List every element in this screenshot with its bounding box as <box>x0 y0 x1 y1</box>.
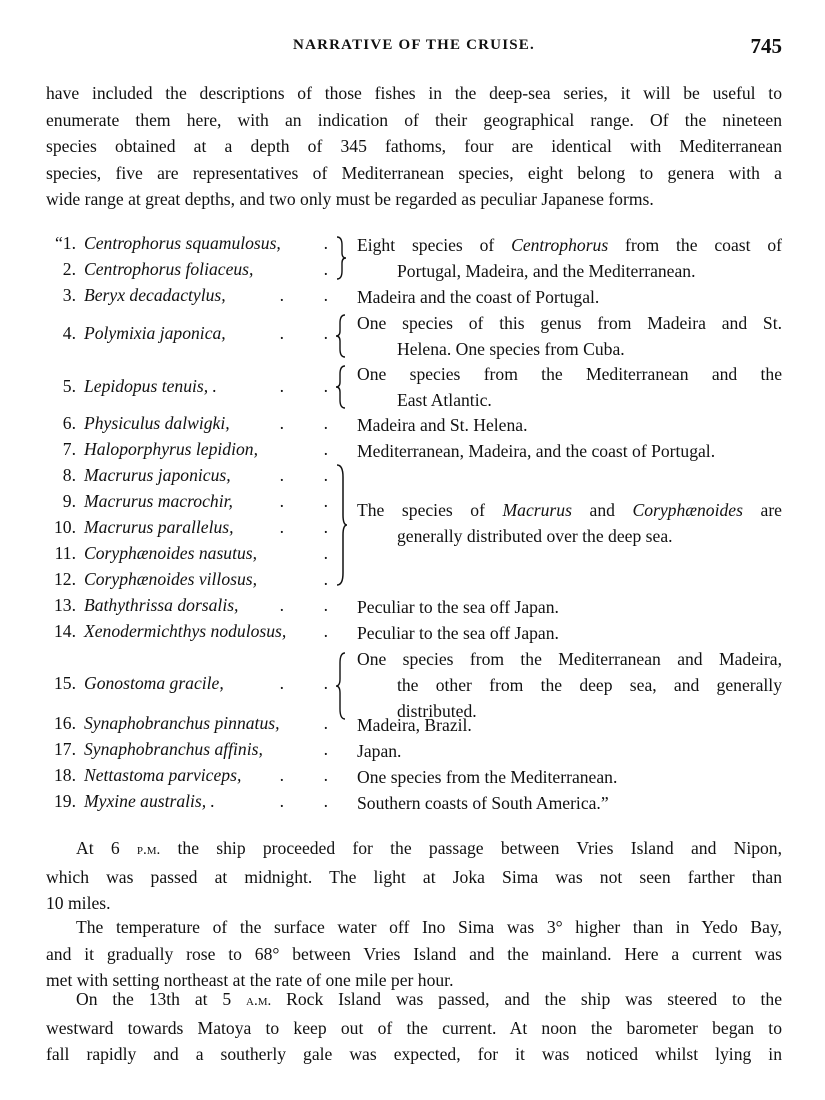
text-run: the ship proceeded for the passage between Vries Island and Nipon, <box>160 838 782 858</box>
species-name: Physiculus dalwigki, <box>84 413 230 433</box>
dist-text: are <box>742 500 782 520</box>
dist-text: distributed. <box>397 701 477 721</box>
species-number: 15. <box>54 673 76 693</box>
running-title: NARRATIVE OF THE CRUISE. <box>293 37 535 53</box>
text-line: species, five are representatives of Mediterranean species, eight belong to genera with a <box>46 162 782 183</box>
text-line <box>46 986 782 1015</box>
species-name: Macrurus parallelus, <box>84 517 234 537</box>
dist-text: generally distributed over the deep sea. <box>397 526 673 546</box>
dist-text: One species from the Mediterranean and the <box>357 364 782 384</box>
species-name: Beryx decadactylus, <box>84 285 226 305</box>
leader-dots: . . <box>279 491 328 511</box>
distribution-text: Southern coasts of South America.” <box>357 793 609 813</box>
species-name: Haloporphyrus lepidion, <box>84 439 258 459</box>
species-number: 19. <box>54 791 76 811</box>
species-name: Nettastoma parviceps, <box>84 765 242 785</box>
leader-dots: . . <box>279 285 328 305</box>
species-name: Xenodermichthys nodulosus, <box>84 621 287 641</box>
text-line: enumerate them here, with an indication of their geographical range. Of the nineteen <box>46 109 782 130</box>
dist-text: East Atlantic. <box>397 390 492 410</box>
species-number: 10. <box>54 517 76 537</box>
species-name: Myxine australis, . <box>84 791 215 811</box>
leader-dots: . <box>323 569 328 589</box>
leader-dots: . . <box>279 673 328 693</box>
leader-dots: . <box>323 439 328 459</box>
brace-group-8 <box>334 463 350 587</box>
distribution-text: One species from the Mediterranean. <box>357 767 618 787</box>
text-line: fall rapidly and a southerly gale was expected, for it was noticed whilst lying in <box>46 1044 782 1064</box>
leader-dots: . . <box>279 595 328 615</box>
dist-genus: Centrophorus <box>511 235 609 255</box>
intro-paragraph <box>46 80 782 213</box>
leader-dots: . . <box>279 465 328 485</box>
dist-text: The species of <box>357 500 503 520</box>
species-number: 6. <box>62 413 76 433</box>
text-line: 10 miles. <box>46 893 111 913</box>
dist-text: the other from the deep sea, and generally <box>397 675 782 695</box>
species-name: Macrurus japonicus, <box>84 465 231 485</box>
distribution-text: Madeira and St. Helena. <box>357 415 528 435</box>
species-number: “1. <box>54 233 76 253</box>
leader-dots: . <box>323 621 328 641</box>
distribution-text <box>357 232 782 284</box>
paragraph-rock-island <box>46 986 782 1068</box>
paragraph-night-passage <box>46 835 782 917</box>
distribution-text: Madeira and the coast of Portugal. <box>357 287 600 307</box>
distribution-text <box>357 310 782 362</box>
leader-dots: . . <box>279 323 328 343</box>
text-run: On the 13th at 5 <box>76 989 247 1009</box>
species-name: Centrophorus squamulosus, <box>84 233 281 253</box>
text-line <box>46 835 782 864</box>
brace-group-1 <box>334 235 348 281</box>
text-line: species obtained at a depth of 345 fathoms, four are identical with Mediterranean <box>46 136 782 156</box>
text-line: met with setting northeast at the rate of one mile per hour. <box>46 970 454 990</box>
text-line: and it gradually rose to 68° between Vries Island and the mainland. Here a current was <box>46 943 782 964</box>
species-name: Gonostoma gracile, <box>84 673 224 693</box>
time-abbrev: a.m. <box>246 993 272 1009</box>
species-name: Synaphobranchus pinnatus, <box>84 713 280 733</box>
leader-dots: . . <box>279 791 328 811</box>
species-name: Centrophorus foliaceus, <box>84 259 254 279</box>
distribution-text: Japan. <box>357 741 402 761</box>
page-number: 745 <box>750 34 782 58</box>
species-number: 11. <box>54 543 76 563</box>
distribution-text: Peculiar to the sea off Japan. <box>357 623 559 643</box>
species-number: 12. <box>54 569 76 589</box>
text-line: which was passed at midnight. The light at Joka Sima was not seen farther than <box>46 866 782 887</box>
species-number: 5. <box>62 376 76 396</box>
leader-dots: . <box>323 543 328 563</box>
brace-group-15 <box>334 651 348 721</box>
dist-text: Eight species of <box>357 235 512 255</box>
species-name: Macrurus macrochir, <box>84 491 233 511</box>
text-line: have included the descriptions of those fishes in the deep-sea series, it will be useful to <box>46 83 782 103</box>
species-number: 7. <box>62 439 76 459</box>
text-line: westward towards Matoya to keep out of the current. At noon the barometer began to <box>46 1017 782 1038</box>
brace-group-4 <box>334 313 348 359</box>
distribution-text <box>357 361 782 413</box>
species-name: Coryphænoides villosus, <box>84 569 258 589</box>
species-name: Coryphænoides nasutus, <box>84 543 258 563</box>
running-header <box>46 34 782 58</box>
species-name: Polymixia japonica, <box>84 323 226 343</box>
species-number: 9. <box>62 491 76 511</box>
species-number: 3. <box>62 285 76 305</box>
text-run: At 6 <box>76 838 137 858</box>
dist-genus: Coryphænoides <box>632 500 743 520</box>
species-name: Lepidopus tenuis, . <box>84 376 217 396</box>
species-number: 8. <box>62 465 76 485</box>
species-number: 2. <box>62 259 76 279</box>
dist-text: and <box>571 500 633 520</box>
dist-text: from the coast of <box>608 235 783 255</box>
species-number: 4. <box>62 323 76 343</box>
leader-dots: . <box>323 713 328 733</box>
distribution-text <box>357 497 782 549</box>
dist-genus: Macrurus <box>502 500 572 520</box>
dist-text: One species from the Mediterranean and Madeira, <box>357 649 782 669</box>
distribution-text: Mediterranean, Madeira, and the coast of Portugal. <box>357 441 716 461</box>
species-number: 14. <box>54 621 76 641</box>
paragraph-temperature <box>46 914 782 994</box>
text-line: wide range at great depths, and two only must be regarded as peculiar Japanese forms. <box>46 189 654 209</box>
species-number: 18. <box>54 765 76 785</box>
distribution-text: Madeira, Brazil. <box>357 715 472 735</box>
distribution-text: Peculiar to the sea off Japan. <box>357 597 559 617</box>
dist-text: Portugal, Madeira, and the Mediterranean. <box>397 261 696 281</box>
leader-dots: . <box>323 233 328 253</box>
species-number: 17. <box>54 739 76 759</box>
dist-text: Helena. One species from Cuba. <box>397 339 625 359</box>
dist-text: One species of this genus from Madeira and St. <box>357 313 782 333</box>
leader-dots: . . <box>279 413 328 433</box>
leader-dots: . <box>323 259 328 279</box>
species-name: Bathythrissa dorsalis, <box>84 595 239 615</box>
species-number: 16. <box>54 713 76 733</box>
species-name: Synaphobranchus affinis, <box>84 739 263 759</box>
brace-group-5 <box>334 364 348 410</box>
leader-dots: . . <box>279 517 328 537</box>
text-line: The temperature of the surface water off Ino Sima was 3° higher than in Yedo Bay, <box>76 917 782 937</box>
leader-dots: . . <box>279 765 328 785</box>
time-abbrev: p.m. <box>136 842 161 858</box>
species-number: 13. <box>54 595 76 615</box>
leader-dots: . . <box>279 376 328 396</box>
leader-dots: . <box>323 739 328 759</box>
text-run: Rock Island was passed, and the ship was steered to the <box>271 989 783 1009</box>
